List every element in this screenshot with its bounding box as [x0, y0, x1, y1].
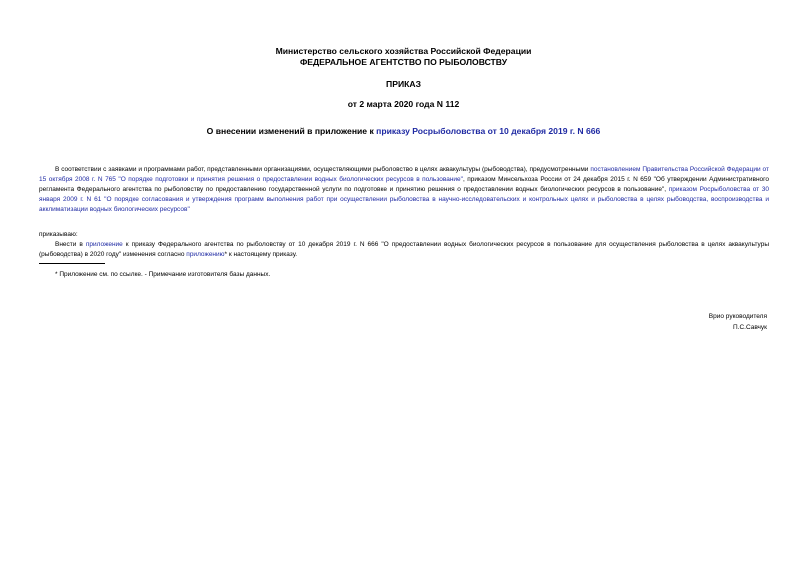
preamble-paragraph [39, 165, 769, 215]
footnote-divider [39, 263, 105, 264]
document-title [0, 126, 807, 137]
title-order-link[interactable]: приказу Росрыболовства от 10 декабря 2019 г. N 666 [376, 126, 601, 136]
government-decree-link[interactable]: постановлением Правительства Российской Федерации от 15 октября 2008 г. N 765 "О порядке подготовки и принятия решения о предоставлении водных биологических ресурсов в пользование" [39, 166, 769, 183]
appendix-link[interactable]: приложение [85, 241, 123, 248]
preamble-text-2: , приказом Минсельхоза России от 24 декабря 2015 г. N 659 "Об утверждении Административного регламента Федерального агентства по рыболовству по предоставлению государственной услуги по подготовке и принятию решения о предоставлении водных биологических ресурсов в пользование", [39, 176, 770, 193]
ministry-name: Министерство сельского хозяйства Российской Федерации [275, 46, 532, 56]
title-prefix: О внесении изменений в приложение к [206, 126, 377, 136]
annex-link[interactable]: приложению [186, 251, 225, 258]
preamble-text-1: В соответствии с заявками и программами работ, представленными организациями, осуществляющими рыболовство в целях аквакультуры (рыбоводства), предусмотренными [55, 166, 591, 173]
document-type: ПРИКАЗ [386, 79, 421, 89]
signatory-name: П.С.Савчук [732, 324, 767, 331]
clause-text-2: к приказу Федерального агентства по рыболовству от 10 декабря 2019 г. N 666 "О предоставлении водных биологических ресурсов в пользование для осуществления рыболовства в целях аквакультуры (рыбоводства) в 2020 году" изменения согласно [39, 241, 769, 258]
clause-text-3: * к настоящему приказу. [224, 251, 298, 258]
rosrybolovstvo-order-61-link[interactable]: приказом Росрыболовства от 30 января 2009 г. N 61 "О порядке согласования и утверждения программ выполнения работ при осуществлении рыболовства в научно-исследовательских и контрольных целях и рыболовства в целях рыбоводства, воспроизводства и акклиматизации водных биологических ресурсов" [39, 186, 769, 213]
footnote-text: * Приложение см. по ссылке. - Примечание изготовителя базы данных. [55, 271, 271, 278]
document-date-number: от 2 марта 2020 года N 112 [347, 99, 460, 109]
clause-paragraph [39, 240, 769, 260]
clause-text-1: Внести в [55, 241, 86, 248]
signatory-position: Врио руководителя [708, 313, 767, 320]
agency-name: ФЕДЕРАЛЬНОЕ АГЕНТСТВО ПО РЫБОЛОВСТВУ [299, 57, 508, 67]
order-word: приказываю: [39, 231, 78, 238]
